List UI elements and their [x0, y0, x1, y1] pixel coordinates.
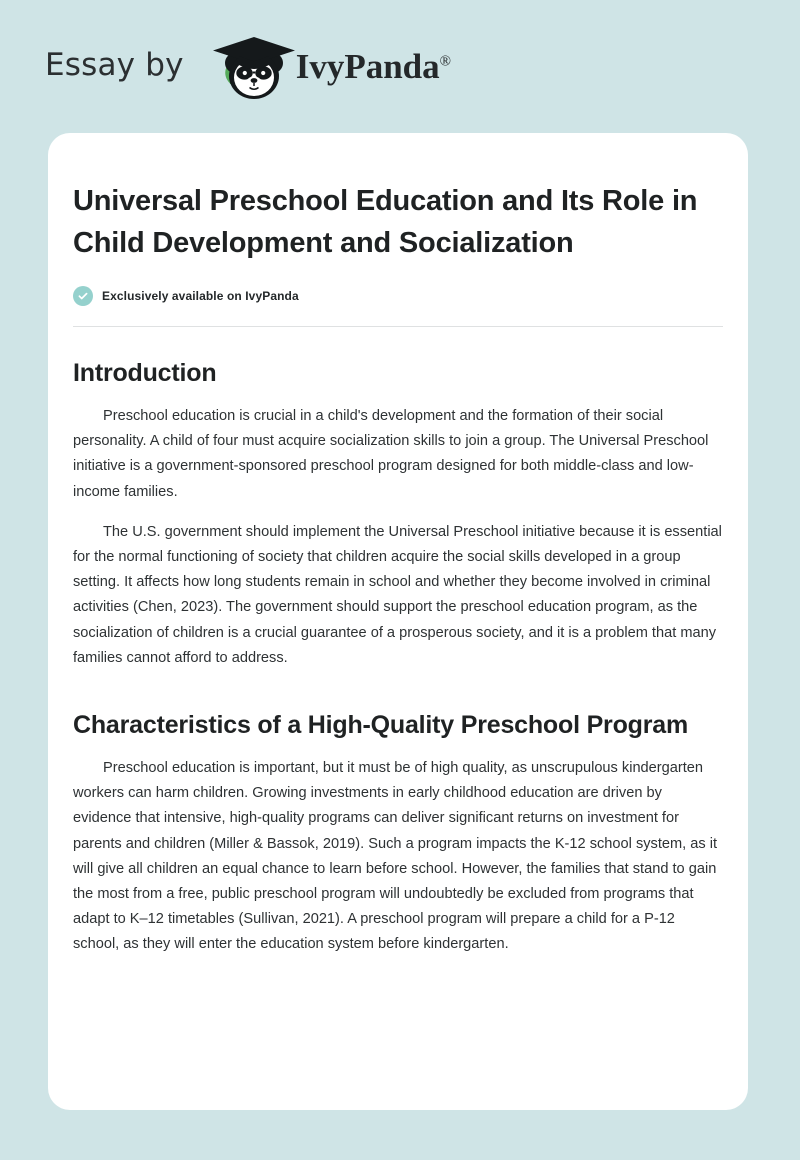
panda-graduate-logo-icon [208, 32, 300, 102]
paragraph: Preschool education is important, but it must be of high quality, as unscrupulous kindergarten workers can harm children. Growing investments in early childhood education are driven by evidence that intensive, high-quality programs can deliver significant returns on investment for parents and children (Miller & Bassok, 2019). Such a program impacts the K-12 school system, as it will give all children an equal chance to learn before school. However, the families that stand to gain the most from a free, public preschool program will undoubtedly be excluded from programs that adapt to K–12 timetables (Sullivan, 2021). A preschool program will prepare a child for a P-12 school, as they will enter the education system before kindergarten. [73, 760, 718, 953]
section-heading-characteristics: Characteristics of a High-Quality Preschool Program [73, 711, 688, 740]
document-content [73, 180, 723, 958]
paragraph: The U.S. government should implement the Universal Preschool initiative because it is essential for the normal functioning of society that children acquire the social skills developed in a group setting. It affects how long students remain in school and whether they become involved in criminal activities (Chen, 2023). The government should support the preschool education program, as the socialization of children is a crucial guarantee of a prosperous society, and it is a problem that many families cannot afford to address. [73, 523, 722, 666]
paragraph: Preschool education is crucial in a child's development and the formation of their social personality. A child of four must acquire socialization skills to join a group. The Universal Preschool initiative is a government-sponsored preschool program designed for both middle-class and low-income families. [73, 408, 709, 500]
ivypanda-logo[interactable] [208, 32, 451, 102]
title-divider [73, 326, 723, 327]
registered-trademark-icon: ® [439, 53, 452, 70]
document-card [48, 133, 748, 1110]
essay-by-label: Essay by [45, 47, 184, 83]
brand-wordmark [296, 49, 451, 84]
brand-name-text: IvyPanda [295, 47, 440, 86]
check-circle-icon [73, 286, 93, 306]
section-heading-introduction: Introduction [73, 359, 217, 387]
exclusive-badge-label: Exclusively available on IvyPanda [102, 289, 299, 303]
page-title: Universal Preschool Education and Its Role in Child Development and Socialization [73, 185, 698, 259]
brand-header [0, 0, 800, 133]
exclusive-availability-badge [73, 286, 723, 306]
